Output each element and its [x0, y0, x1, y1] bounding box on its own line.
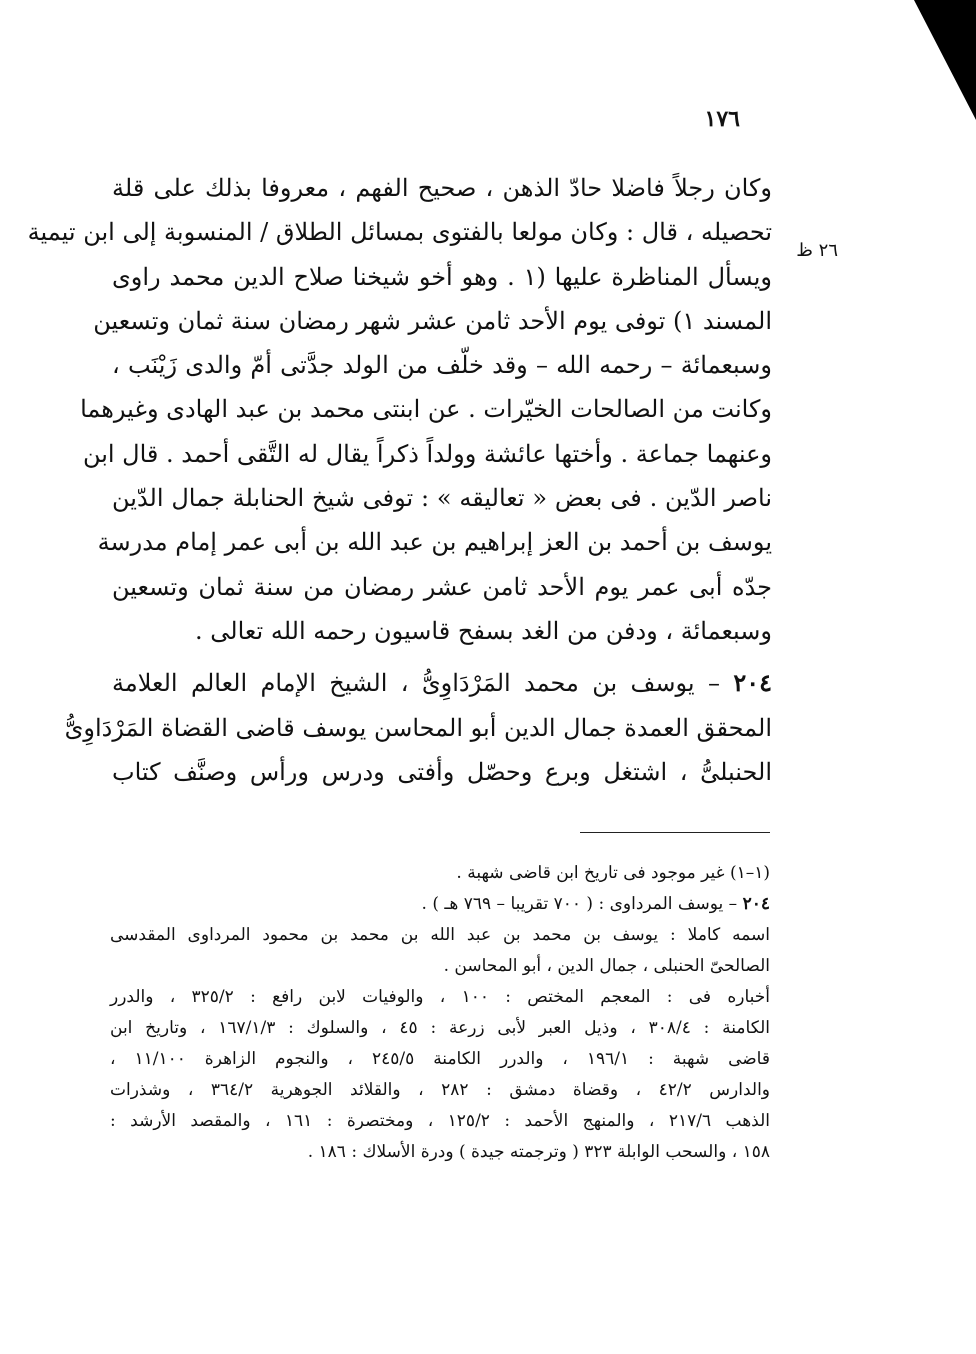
- footnote-1: (١–١) غير موجود فى تاريخ ابن قاضى شهبة .: [456, 863, 770, 883]
- footnote-entry-title-line: [110, 889, 770, 920]
- footnote-line: الكامنة : ٣٠٨/٤ ، وذيل العبر لأبى زرعة : ٤٥ ، والسلوك : ١٦٧/١/٣ ، وتاريخ ابن: [110, 1018, 770, 1038]
- text-line: وسبعمائة – رحمه الله – وقد خلّف من الولد جدَّتى أمّ والدى زَيْنَب ،: [112, 351, 772, 380]
- footnote-entry-number: ٢٠٤: [742, 894, 770, 914]
- margin-folio-note: ٢٦ ظ: [796, 240, 838, 261]
- text-line: ناصر الدّين . فى بعض « تعاليقه » : توفى شيخ الحنابلة جمال الدّين: [112, 484, 772, 513]
- text-line: تحصيله ، قال : وكان مولعا بالفتوى بمسائل الطلاق / المنسوبة إلى ابن تيمية: [27, 218, 772, 247]
- entry-heading-text: – يوسف بن محمد المَرْدَاوِىُّ ، الشيخ الإمام العالم العلامة: [112, 669, 720, 698]
- entry-heading-line: [112, 661, 772, 705]
- text-line: وكانت من الصالحات الخيّرات . عن ابنتى محمد بن عبد الهادى وغيرهما: [80, 395, 772, 424]
- footnote-line: قاضى شهبة : ١٩٦/١ ، والدرر الكامنة ٢٤٥/٥ ، والنجوم الزاهرة ١١/١٠٠ ،: [110, 1049, 770, 1069]
- text-line: وكان رجلاً فاضلا حادّ الذهن ، صحيح الفهم ، معروفا بذلك على قلة: [112, 174, 772, 202]
- footnote-line: الذهب ٢١٧/٦ ، والمنهج الأحمد : ١٢٥/٢ ، ومختصرة : ١٦١ ، والمقصد الأرشد :: [110, 1111, 770, 1131]
- corner-scan-mark: [896, 0, 976, 130]
- footnote-line: اسمه كاملا : يوسف بن محمد بن عبد الله بن محمد بن محمود المرداوى المقدسى: [110, 925, 770, 945]
- text-line: المسند ١) توفى يوم الأحد ثامن عشر شهر رمضان سنة ثمان وتسعين: [93, 306, 772, 335]
- footnote-line: الصالحىّ الحنبلى ، جمال الدين ، أبو المحاسن .: [443, 956, 770, 976]
- footnote-line: ١٥٨ ، والسحب الوابلة ٣٢٣ ( وترجمته جيدة ) ودرة الأسلاك : ١٨٦ .: [307, 1142, 770, 1162]
- main-text: [27, 166, 773, 794]
- text-line: المحقق العمدة جمال الدين أبو المحاسن يوسف قاضى القضاة المَرْدَاوِىُّ: [64, 713, 772, 742]
- page-number: ١٧٦: [704, 106, 740, 132]
- entry-number: ٢٠٤: [733, 668, 772, 698]
- text-line: جدّه أبى عمر يوم الأحد ثامن عشر رمضان من سنة ثمان وتسعين: [112, 572, 772, 601]
- text-line: وسبعمائة ، ودفن من الغد بسفح قاسيون رحمه الله تعالى .: [195, 616, 772, 645]
- footnote-divider: [580, 832, 770, 833]
- text-line: يوسف بن أحمد بن العز إبراهيم بن عبد الله بن أبى عمر إمام مدرسة: [97, 528, 772, 557]
- footnote-entry-title: – يوسف المرداوى : ( ٧٠٠ تقريبا – ٧٦٩ هـ ) .: [421, 894, 738, 914]
- footnotes: [110, 858, 770, 1168]
- text-line: ويسأل المناظرة عليها (١ . وهو أخو شيخنا صلاح الدين محمد راوى: [112, 262, 773, 291]
- text-line: وعنهما جماعة . وأختها عائشة وولداً ذكراً يقال له التَّقى أحمد . قال ابن: [82, 439, 772, 468]
- footnote-line: أخباره فى : المعجم المختص : ١٠٠ ، والوفيات لابن رافع : ٣٢٥/٢ ، والدرر: [110, 987, 770, 1007]
- footnote-line: والدارس ٤٢/٢ ، وقضاة دمشق : ٢٨٢ ، والقلائد الجوهرية ٣٦٤/٢ ، وشذرات: [110, 1080, 771, 1100]
- text-line: الحنبلىُّ ، اشتغل وبرع وحصّل وأفتى ودرس ورأس وصنَّف كتاب: [112, 757, 772, 786]
